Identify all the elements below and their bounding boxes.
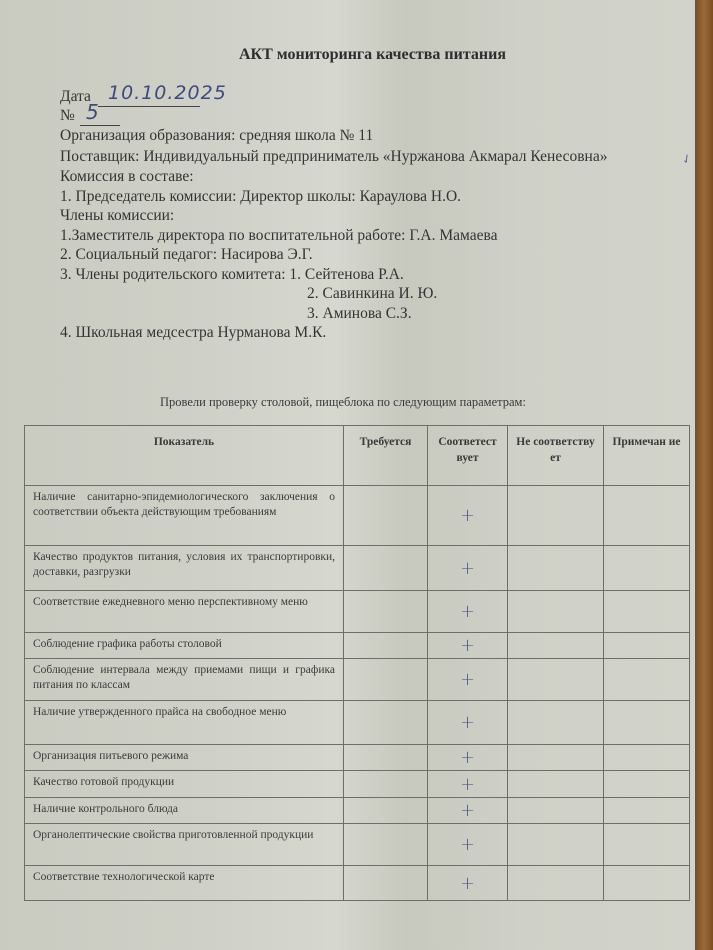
number-label: № [60, 107, 75, 124]
not-complies-cell [508, 591, 604, 633]
commission-heading: Комиссия в составе: [60, 168, 194, 185]
table-row [25, 824, 690, 866]
members-heading: Члены комиссии: [60, 207, 175, 224]
note-cell [604, 486, 690, 546]
member-line: 3. Члены родительского комитета: 1. Сейтенова Р.А. [60, 266, 404, 283]
table-row [25, 659, 690, 701]
date-value-handwritten: 10.10.2025 [108, 82, 227, 104]
not-complies-cell [508, 824, 604, 866]
not-complies-cell [508, 486, 604, 546]
column-header-required: Требуется [344, 426, 428, 486]
note-cell [604, 546, 690, 591]
table-row [25, 546, 690, 591]
required-cell [344, 701, 428, 745]
required-cell [344, 591, 428, 633]
table-row [25, 771, 690, 798]
not-complies-cell [508, 798, 604, 824]
indicator-cell: Организация питьевого режима [25, 745, 344, 771]
document-title: АКТ мониторинга качества питания [238, 46, 507, 63]
column-header-note: Примечан ие [604, 426, 690, 486]
indicator-cell: Соответствие ежедневного меню перспективному меню [25, 591, 344, 633]
member-line: 3. Аминова С.З. [307, 305, 412, 322]
indicator-cell: Наличие контрольного блюда [25, 798, 344, 824]
complies-mark: + [428, 546, 508, 591]
note-cell [604, 824, 690, 866]
required-cell [344, 771, 428, 798]
not-complies-cell [508, 659, 604, 701]
number-value-handwritten: 5 [86, 100, 100, 124]
not-complies-cell [508, 771, 604, 798]
supplier-line: Поставщик: Индивидуальный предприниматель «Нуржанова Акмарал Кенесовна» [60, 148, 608, 165]
checkmark-icon: ✓ [678, 150, 695, 168]
complies-mark: + [428, 659, 508, 701]
indicator-cell: Органолептические свойства приготовленной продукции [25, 824, 344, 866]
member-line: 4. Школьная медсестра Нурманова М.К. [60, 324, 327, 341]
required-cell [344, 824, 428, 866]
note-cell [604, 745, 690, 771]
indicator-cell: Наличие санитарно-эпидемиологического заключения о соответствии объекта действующим требованиям [25, 486, 344, 546]
parameters-table [24, 425, 690, 901]
not-complies-cell [508, 633, 604, 659]
member-line: 2. Савинкина И. Ю. [307, 285, 438, 302]
indicator-cell: Наличие утвержденного прайса на свободное меню [25, 701, 344, 745]
complies-mark: + [428, 798, 508, 824]
complies-mark: + [428, 771, 508, 798]
complies-mark: + [428, 824, 508, 866]
indicator-cell: Качество готовой продукции [25, 771, 344, 798]
required-cell [344, 866, 428, 901]
table-row [25, 591, 690, 633]
table-row [25, 866, 690, 901]
member-line: 1.Заместитель директора по воспитательной работе: Г.А. Мамаева [60, 227, 498, 244]
note-cell [604, 701, 690, 745]
complies-mark: + [428, 701, 508, 745]
table-row [25, 798, 690, 824]
inspection-intro: Провели проверку столовой, пищеблока по следующим параметрам: [160, 395, 526, 409]
not-complies-cell [508, 546, 604, 591]
complies-mark: + [428, 486, 508, 546]
note-cell [604, 591, 690, 633]
note-cell [604, 659, 690, 701]
indicator-cell: Соответствие технологической карте [25, 866, 344, 901]
wooden-surface-background [695, 0, 713, 950]
date-underline [98, 106, 200, 107]
table-row [25, 486, 690, 546]
date-label: Дата [60, 88, 91, 105]
not-complies-cell [508, 745, 604, 771]
column-header-not-complies: Не соответству ет [508, 426, 604, 486]
note-cell [604, 633, 690, 659]
complies-mark: + [428, 633, 508, 659]
note-cell [604, 771, 690, 798]
required-cell [344, 659, 428, 701]
table-row [25, 633, 690, 659]
note-cell [604, 798, 690, 824]
complies-mark: + [428, 866, 508, 901]
required-cell [344, 798, 428, 824]
complies-mark: + [428, 745, 508, 771]
column-header-indicator: Показатель [25, 426, 344, 486]
indicator-cell: Соблюдение интервала между приемами пищи и графика питания по классам [25, 659, 344, 701]
required-cell [344, 546, 428, 591]
complies-mark: + [428, 591, 508, 633]
member-line: 2. Социальный педагог: Насирова Э.Г. [60, 246, 313, 263]
column-header-complies: Соответест вует [428, 426, 508, 486]
required-cell [344, 633, 428, 659]
not-complies-cell [508, 701, 604, 745]
table-row [25, 701, 690, 745]
not-complies-cell [508, 866, 604, 901]
required-cell [344, 745, 428, 771]
required-cell [344, 486, 428, 546]
number-underline [80, 125, 120, 126]
table-row [25, 745, 690, 771]
indicator-cell: Соблюдение графика работы столовой [25, 633, 344, 659]
organization-line: Организация образования: средняя школа № 11 [60, 127, 374, 144]
table-header-row [25, 426, 690, 486]
chairman-line: 1. Председатель комиссии: Директор школы: Караулова Н.О. [60, 188, 462, 205]
indicator-cell: Качество продуктов питания, условия их транспортировки, доставки, разгрузки [25, 546, 344, 591]
note-cell [604, 866, 690, 901]
